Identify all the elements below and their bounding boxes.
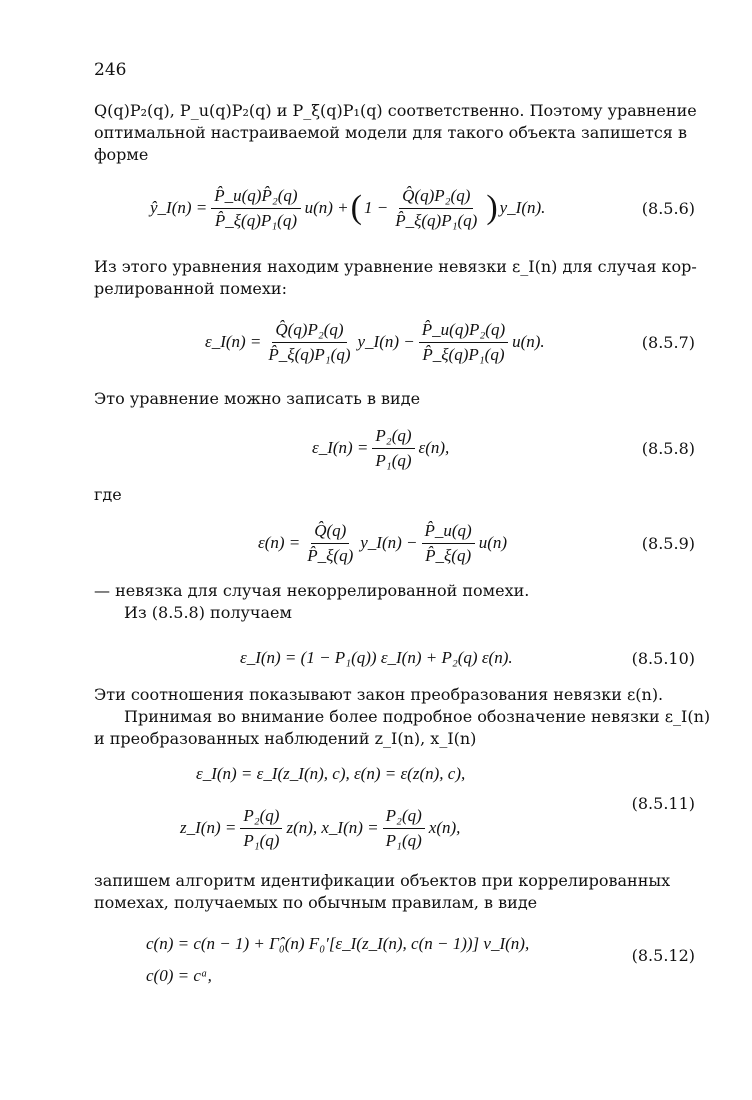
- eq-term: u(n): [478, 533, 508, 552]
- equation-number: (8.5.12): [631, 946, 695, 965]
- text-line: где: [94, 485, 122, 504]
- text-line: — невязка для случая некоррелированной помехи.: [94, 581, 530, 600]
- fraction-numerator: P₂(q): [240, 806, 282, 829]
- eq-fraction: [422, 521, 475, 566]
- fraction-numerator: Q̂(q)P₂(q): [399, 186, 473, 209]
- text-line: Из этого уравнения находим уравнение невязки ε_I(n) для случая кор-: [94, 257, 697, 276]
- paragraph-where: [94, 484, 694, 506]
- fraction-denominator: P̂_ξ(q)P₁(q): [214, 210, 297, 230]
- text-line: форме: [94, 145, 149, 164]
- fraction-denominator: P̂_ξ(q): [307, 545, 354, 565]
- eq-term: u(n) +: [304, 198, 349, 217]
- text-line: Эти соотношения показывают закон преобразования невязки ε(n).: [94, 685, 664, 704]
- paragraph-transform: [94, 684, 711, 750]
- equation-row: [146, 962, 212, 990]
- fraction-denominator: P₁(q): [375, 450, 412, 470]
- eq-term: ε(n),: [418, 438, 450, 457]
- equation-row: [180, 800, 460, 856]
- eq-term: y_I(n) −: [357, 332, 415, 351]
- eq-body: c(n) = c(n − 1) + Γ̂₀(n) F₀′[ε_I(z_I(n), c(n − 1))] v_I(n),: [146, 934, 530, 953]
- text-line: Это уравнение можно записать в виде: [94, 389, 421, 408]
- text-line: и преобразованных наблюдений z_I(n), x_I(n): [94, 729, 477, 748]
- paragraph-rewrite: [94, 388, 694, 410]
- text-line: Принимая во внимание более подробное обозначение невязки ε_I(n): [124, 707, 711, 726]
- equation-number: (8.5.8): [641, 438, 695, 458]
- page-number: 246: [94, 60, 127, 80]
- equation-number: (8.5.7): [641, 332, 695, 352]
- equation-8-5-10: [240, 644, 695, 672]
- equation-number: (8.5.6): [641, 198, 695, 218]
- text-line: запишем алгоритм идентификации объектов при коррелированных: [94, 871, 671, 890]
- fraction-numerator: P̂_u(q): [422, 521, 475, 544]
- eq-lhs: ŷ_I(n) =: [150, 198, 208, 217]
- fraction-denominator: P̂_ξ(q)P₁(q): [395, 210, 478, 230]
- eq-lhs: z_I(n) =: [180, 818, 237, 837]
- eq-fraction: [304, 521, 356, 566]
- eq-fraction: [240, 806, 282, 851]
- eq-fraction: [419, 320, 508, 365]
- fraction-numerator: P̂_u(q)P₂(q): [419, 320, 508, 343]
- paragraph-intro: [94, 100, 697, 166]
- equation-8-5-7: [205, 314, 695, 370]
- eq-body: ε_I(n) = ε_I(z_I(n), c), ε(n) = ε(z(n), c),: [196, 764, 466, 783]
- text-line: релированной помехи:: [94, 279, 287, 298]
- equation-number: (8.5.9): [641, 533, 695, 553]
- text-line: помехах, получаемых по обычным правилам, в виде: [94, 893, 538, 912]
- paragraph-uncorrelated: [94, 580, 694, 624]
- equation-8-5-12: [146, 930, 695, 990]
- eq-term: z(n), x_I(n) =: [286, 818, 379, 837]
- equation-8-5-6: [150, 180, 695, 236]
- fraction-denominator: P̂_ξ(q): [425, 545, 472, 565]
- fraction-numerator: P̂_u(q)P̂₂(q): [211, 186, 300, 209]
- equation-number: (8.5.11): [631, 794, 695, 813]
- eq-term: y_I(n) −: [360, 533, 418, 552]
- eq-lhs: ε_I(n) =: [205, 332, 262, 351]
- text-line: Из (8.5.8) получаем: [124, 603, 292, 622]
- eq-fraction: [265, 320, 353, 365]
- fraction-numerator: P₂(q): [372, 426, 414, 449]
- fraction-denominator: P₁(q): [385, 830, 422, 850]
- paragraph-algorithm: [94, 870, 694, 914]
- equation-8-5-11: [170, 760, 695, 860]
- equation-8-5-9: [258, 515, 695, 571]
- eq-lhs: ε_I(n) =: [312, 438, 369, 457]
- eq-fraction: [392, 186, 480, 231]
- fraction-numerator: P₂(q): [383, 806, 425, 829]
- equation-row: [146, 930, 529, 958]
- eq-body: c(0) = cᵃ,: [146, 966, 212, 985]
- text-line: Q(q)P₂(q), P_u(q)P₂(q) и P_ξ(q)P₁(q) соответственно. Поэтому уравнение: [94, 101, 697, 120]
- eq-term: x(n),: [428, 818, 461, 837]
- text-line: оптимальной настраиваемой модели для такого объекта запишется в: [94, 123, 687, 142]
- fraction-denominator: P₁(q): [243, 830, 280, 850]
- eq-fraction: [383, 806, 425, 851]
- fraction-numerator: Q̂(q): [311, 521, 349, 544]
- paragraph-residual: [94, 256, 697, 300]
- eq-term: y_I(n).: [499, 198, 546, 217]
- eq-fraction: [372, 426, 414, 471]
- eq-term: u(n).: [512, 332, 545, 351]
- eq-fraction: [211, 186, 300, 231]
- fraction-numerator: Q̂(q)P₂(q): [272, 320, 346, 343]
- fraction-denominator: P̂_ξ(q)P₁(q): [268, 344, 351, 364]
- paren-right: ): [486, 189, 498, 226]
- equation-number: (8.5.10): [631, 648, 695, 668]
- eq-body: ε_I(n) = (1 − P₁(q)) ε_I(n) + P₂(q) ε(n).: [240, 648, 513, 667]
- eq-term: 1 −: [363, 198, 389, 217]
- paren-left: (: [350, 189, 362, 226]
- eq-lhs: ε(n) =: [258, 533, 301, 552]
- equation-row: [196, 760, 465, 788]
- equation-8-5-8: [312, 422, 695, 474]
- fraction-denominator: P̂_ξ(q)P₁(q): [422, 344, 505, 364]
